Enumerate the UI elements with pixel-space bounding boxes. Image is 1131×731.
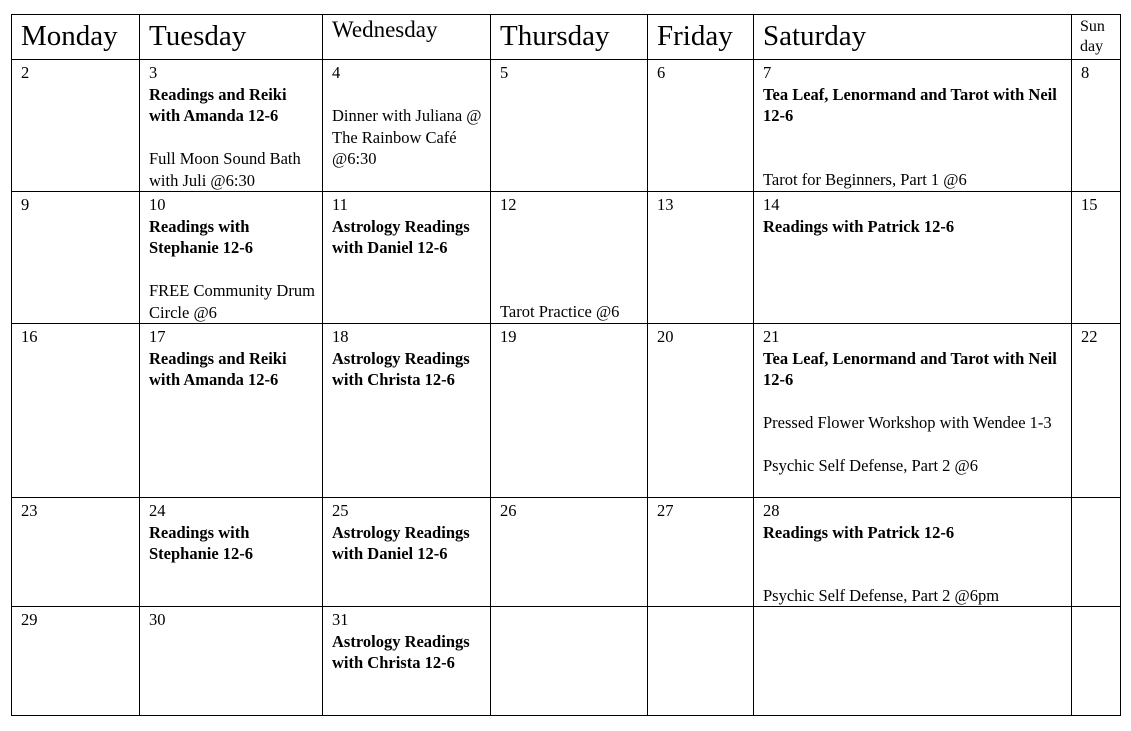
day-number: 30	[149, 610, 166, 629]
day-number: 2	[21, 63, 30, 82]
header-thursday: Thursday	[491, 15, 648, 60]
event-title: Readings and Reiki with Amanda 12-6	[149, 84, 287, 125]
day-number: 16	[21, 327, 38, 346]
day-cell	[12, 60, 140, 192]
day-cell	[754, 607, 1072, 716]
day-cell	[1072, 192, 1121, 324]
event-title: Tea Leaf, Lenormand and Tarot with Neil 12-6	[763, 84, 1057, 125]
day-cell	[754, 498, 1072, 607]
day-number: 17	[149, 327, 166, 346]
day-cell	[648, 607, 754, 716]
day-number: 5	[500, 63, 509, 82]
day-number	[657, 609, 749, 631]
day-number: 4	[332, 63, 341, 82]
day-number: 26	[500, 501, 517, 520]
day-number: 27	[657, 501, 674, 520]
day-cell	[491, 60, 648, 192]
day-cell	[491, 324, 648, 498]
day-number: 19	[500, 327, 517, 346]
day-cell	[323, 607, 491, 716]
day-cell	[323, 498, 491, 607]
day-number: 9	[21, 195, 30, 214]
event-title: Readings with Patrick 12-6	[763, 216, 955, 236]
day-number: 24	[149, 501, 166, 520]
day-cell	[323, 60, 491, 192]
day-cell	[140, 60, 323, 192]
day-number: 20	[657, 327, 674, 346]
day-cell	[323, 324, 491, 498]
day-cell	[754, 324, 1072, 498]
event-text: Psychic Self Defense, Part 2 @6	[763, 456, 978, 475]
day-cell	[140, 324, 323, 498]
week-row-4	[12, 498, 1121, 607]
day-number: 22	[1081, 327, 1098, 346]
header-saturday: Saturday	[754, 15, 1072, 60]
day-cell	[648, 60, 754, 192]
day-cell	[140, 607, 323, 716]
header-friday: Friday	[648, 15, 754, 60]
day-cell	[648, 192, 754, 324]
day-number: 25	[332, 501, 349, 520]
calendar-table	[11, 14, 1121, 716]
day-cell	[12, 324, 140, 498]
week-row-3	[12, 324, 1121, 498]
event-text: Tarot Practice @6	[500, 301, 620, 321]
day-number: 12	[500, 195, 517, 214]
event-title: Tea Leaf, Lenormand and Tarot with Neil 12-6	[763, 348, 1057, 389]
day-number: 6	[657, 63, 666, 82]
day-number: 14	[763, 195, 780, 214]
day-number: 11	[332, 195, 348, 214]
event-title: Readings with Stephanie 12-6	[149, 216, 254, 257]
day-cell	[12, 607, 140, 716]
day-cell	[1072, 498, 1121, 607]
event-title: Readings and Reiki with Amanda 12-6	[149, 348, 287, 389]
day-cell	[491, 192, 648, 324]
event-text: Psychic Self Defense, Part 2 @6pm	[763, 585, 1000, 605]
day-cell	[1072, 60, 1121, 192]
day-number: 15	[1081, 195, 1098, 214]
day-cell	[1072, 324, 1121, 498]
week-row-1	[12, 60, 1121, 192]
header-sunday	[1072, 15, 1121, 60]
day-cell	[754, 192, 1072, 324]
day-number: 18	[332, 327, 349, 346]
day-number: 7	[763, 63, 772, 82]
day-number	[763, 609, 1067, 631]
day-cell	[323, 192, 491, 324]
header-wednesday: Wednesday	[323, 15, 491, 60]
day-number: 21	[763, 327, 780, 346]
event-title: Astrology Readings with Christa 12-6	[332, 348, 470, 389]
day-cell	[491, 498, 648, 607]
header-sunday-label: Sun day	[1080, 18, 1105, 55]
day-number: 29	[21, 610, 38, 629]
day-cell	[12, 498, 140, 607]
day-number	[1081, 609, 1116, 631]
header-monday: Monday	[12, 15, 140, 60]
event-text: Tarot for Beginners, Part 1 @6	[763, 169, 967, 189]
day-number: 10	[149, 195, 166, 214]
day-cell	[140, 498, 323, 607]
week-row-2	[12, 192, 1121, 324]
event-text: FREE Community Drum Circle @6	[149, 281, 315, 322]
day-number: 23	[21, 501, 38, 520]
day-number	[1081, 500, 1116, 522]
day-number: 31	[332, 610, 349, 629]
day-cell	[754, 60, 1072, 192]
day-cell	[648, 324, 754, 498]
day-cell	[1072, 607, 1121, 716]
event-title: Astrology Readings with Daniel 12-6	[332, 216, 470, 257]
event-title: Astrology Readings with Christa 12-6	[332, 631, 470, 672]
day-number: 13	[657, 195, 674, 214]
event-text: Pressed Flower Workshop with Wendee 1-3	[763, 413, 1052, 432]
day-number: 28	[763, 501, 780, 520]
event-text: Dinner with Juliana @ The Rainbow Café @6:30	[332, 106, 482, 168]
day-number: 3	[149, 63, 158, 82]
day-cell	[491, 607, 648, 716]
day-cell	[140, 192, 323, 324]
day-number: 8	[1081, 63, 1090, 82]
header-row	[12, 15, 1121, 60]
day-cell	[12, 192, 140, 324]
event-text: Full Moon Sound Bath with Juli @6:30	[149, 149, 301, 190]
event-title: Readings with Stephanie 12-6	[149, 522, 254, 563]
week-row-5	[12, 607, 1121, 716]
event-title: Astrology Readings with Daniel 12-6	[332, 522, 470, 563]
event-title: Readings with Patrick 12-6	[763, 522, 955, 542]
day-number	[500, 609, 643, 631]
day-cell	[648, 498, 754, 607]
header-tuesday: Tuesday	[140, 15, 323, 60]
